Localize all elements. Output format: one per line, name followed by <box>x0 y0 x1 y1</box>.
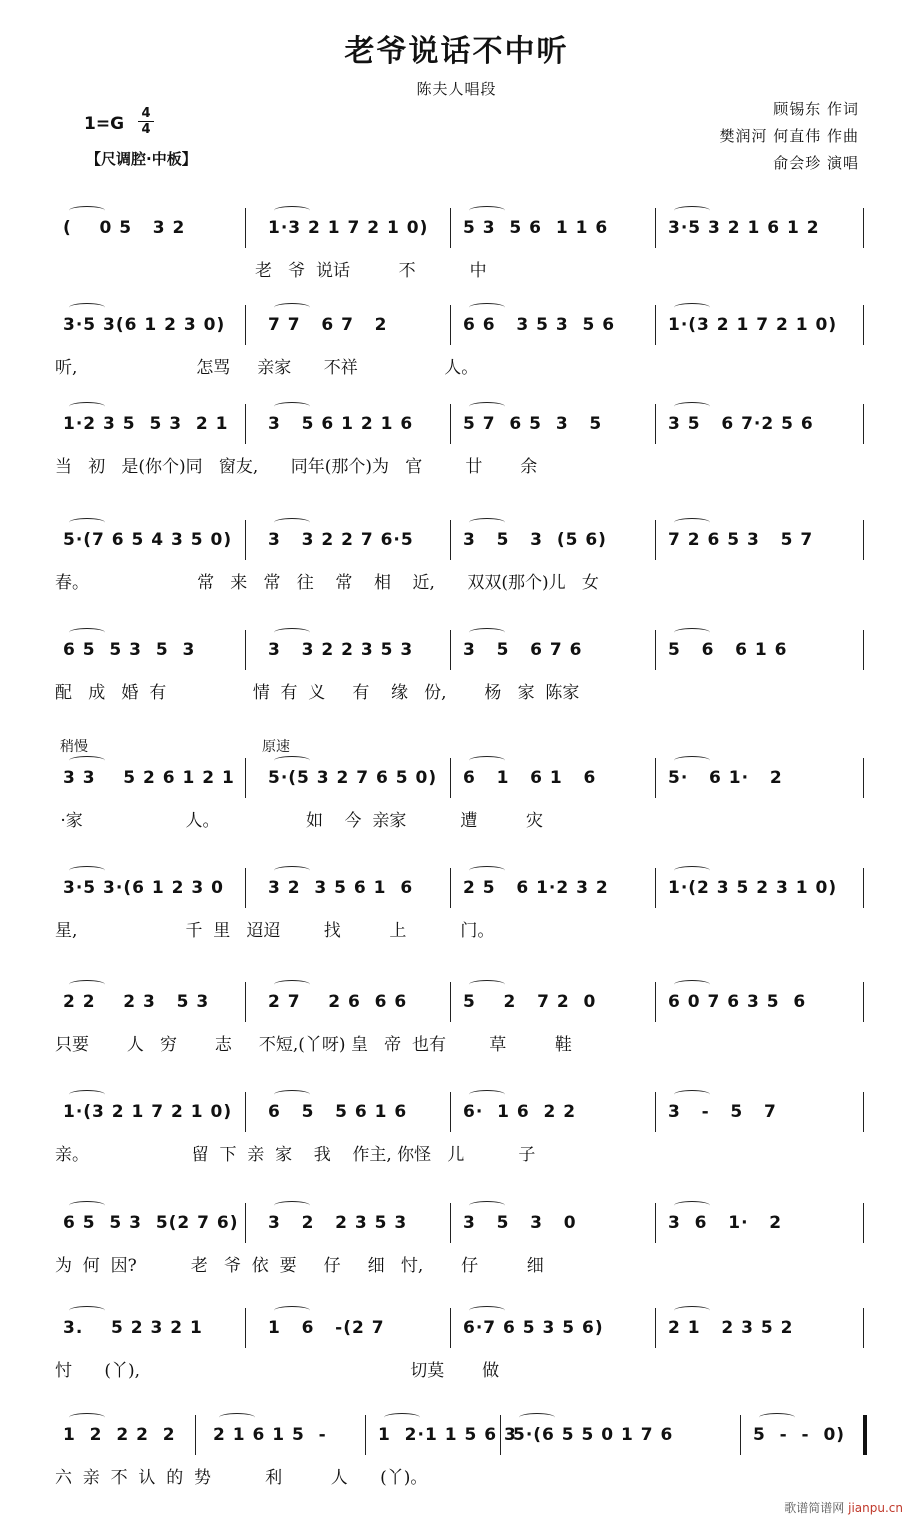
barline <box>863 982 864 1022</box>
slur <box>274 866 310 875</box>
slur <box>674 206 710 215</box>
barline <box>863 868 864 908</box>
barline <box>863 1092 864 1132</box>
measure: 6 5 5 6 1 6 <box>268 1102 408 1122</box>
slur <box>674 628 710 637</box>
measure: 2 1 6 1 5 - <box>213 1425 327 1445</box>
measure: ( 0 5 3 2 <box>63 218 186 238</box>
barline <box>450 520 451 560</box>
slur <box>674 1090 710 1099</box>
barline <box>863 1308 864 1348</box>
measure: 3 3 2 2 7 6·5 <box>268 530 414 550</box>
barline <box>245 758 246 798</box>
notation-line <box>55 1213 865 1239</box>
slur <box>674 980 710 989</box>
barline <box>863 758 864 798</box>
slur <box>469 303 505 312</box>
measure: 1 2 2 2 2 <box>63 1425 176 1445</box>
watermark-site: 歌谱简谱网 <box>784 1501 845 1515</box>
barline <box>655 758 656 798</box>
measure: 7 2 6 5 3 5 7 <box>668 530 814 550</box>
slur <box>469 1201 505 1210</box>
song-subtitle: 陈夫人唱段 <box>416 80 497 98</box>
barline <box>245 404 246 444</box>
barline <box>245 982 246 1022</box>
slur <box>674 1201 710 1210</box>
barline <box>655 982 656 1022</box>
slur <box>69 1306 105 1315</box>
measure: 2 2 2 3 5 3 <box>63 992 210 1012</box>
notation-line <box>55 1318 865 1344</box>
slur <box>69 402 105 411</box>
slur <box>274 1306 310 1315</box>
measure: 6 5 5 3 5 3 <box>63 640 196 660</box>
slur <box>384 1413 420 1422</box>
lyrics-line: 配 成 婚 有 情 有 义 有 缘 份, 杨 家 陈家 <box>55 683 580 703</box>
measure: 3 2 3 5 6 1 6 <box>268 878 414 898</box>
tempo-change-mark: 稍慢 <box>60 739 88 755</box>
slur <box>274 756 310 765</box>
credit-lyricist: 顾锡东 作词 <box>773 100 859 118</box>
measure: 3. 5 2 3 2 1 <box>63 1318 203 1338</box>
measure: 2 7 2 6 6 6 <box>268 992 408 1012</box>
barline <box>655 208 656 248</box>
lyrics-line: 忖 (丫), 切莫 做 <box>55 1361 500 1381</box>
slur <box>274 303 310 312</box>
measure: 1·(3 2 1 7 2 1 0) <box>668 315 838 335</box>
slur <box>274 518 310 527</box>
measure: 3 3 5 2 6 1 2 1 <box>63 768 235 788</box>
credit-composer: 樊润河 何直伟 作曲 <box>719 127 859 145</box>
slur <box>69 1090 105 1099</box>
barline <box>450 758 451 798</box>
barline <box>245 305 246 345</box>
slur <box>469 518 505 527</box>
measure: 1·3 2 1 7 2 1 0) <box>268 218 429 238</box>
measure: 1·(2 3 5 2 3 1 0) <box>668 878 838 898</box>
lyrics-line: 星, 千 里 迢迢 找 上 门。 <box>55 921 495 941</box>
barline <box>655 868 656 908</box>
barline <box>195 1415 196 1455</box>
measure: 1 6 -(2 7 <box>268 1318 385 1338</box>
slur <box>674 303 710 312</box>
notation-line <box>55 768 865 794</box>
barline <box>863 1203 864 1243</box>
measure: 5 - - 0) <box>753 1425 846 1445</box>
lyrics-line: 老 爷 说话 不 中 <box>55 261 487 281</box>
barline <box>450 208 451 248</box>
barline <box>245 520 246 560</box>
measure: 1 2·1 1 5 6 3 <box>378 1425 517 1445</box>
tempo-marking: 【尺调腔·中板】 <box>86 150 197 168</box>
measure: 3 2 2 3 5 3 <box>268 1213 408 1233</box>
measure: 3 5 6 7 6 <box>463 640 583 660</box>
barline <box>655 1203 656 1243</box>
measure: 6 0 7 6 3 5 6 <box>668 992 807 1012</box>
slur <box>674 518 710 527</box>
barline <box>655 520 656 560</box>
slur <box>674 756 710 765</box>
slur <box>469 756 505 765</box>
slur <box>69 1201 105 1210</box>
measure: 2 1 2 3 5 2 <box>668 1318 794 1338</box>
measure: 5·(5 3 2 7 6 5 0) <box>268 768 438 788</box>
measure: 3·5 3(6 1 2 3 0) <box>63 315 226 335</box>
slur <box>674 402 710 411</box>
slur <box>69 866 105 875</box>
barline <box>245 868 246 908</box>
measure: 6·7 6 5 3 5 6) <box>463 1318 604 1338</box>
notation-line <box>55 992 865 1018</box>
slur <box>69 628 105 637</box>
slur <box>759 1413 795 1422</box>
measure: 3 3 2 2 3 5 3 <box>268 640 414 660</box>
barline <box>450 868 451 908</box>
notation-line <box>55 315 865 341</box>
barline <box>245 1203 246 1243</box>
notation-line <box>55 530 865 556</box>
slur <box>69 980 105 989</box>
watermark <box>784 1499 903 1516</box>
measure: 3 - 5 7 <box>668 1102 777 1122</box>
barline <box>863 305 864 345</box>
barline <box>450 404 451 444</box>
barline <box>863 404 864 444</box>
slur <box>674 866 710 875</box>
barline <box>450 305 451 345</box>
barline <box>245 208 246 248</box>
barline <box>740 1415 741 1455</box>
barline <box>863 630 864 670</box>
measure: 7 7 6 7 2 <box>268 315 388 335</box>
barline <box>450 1308 451 1348</box>
measure: 2 5 6 1·2 3 2 <box>463 878 609 898</box>
measure: 5·(6 5 5 0 1 7 6 <box>513 1425 674 1445</box>
slur <box>469 980 505 989</box>
slur <box>674 1306 710 1315</box>
notation-line <box>55 640 865 666</box>
measure: 3·5 3 2 1 6 1 2 <box>668 218 820 238</box>
barline <box>245 1092 246 1132</box>
slur <box>69 518 105 527</box>
measure: 5 6 6 1 6 <box>668 640 788 660</box>
measure: 3 5 3 0 <box>463 1213 577 1233</box>
slur <box>274 1090 310 1099</box>
lyrics-line: 亲。 留 下 亲 家 我 作主, 你怪 儿 子 <box>55 1145 536 1165</box>
barline <box>500 1415 501 1455</box>
lyrics-line: 只要 人 穷 志 不短,(丫呀) 皇 帝 也有 草 鞋 <box>55 1035 572 1055</box>
slur <box>274 206 310 215</box>
slur <box>274 402 310 411</box>
measure: 6· 1 6 2 2 <box>463 1102 577 1122</box>
key-signature: 1=G <box>84 114 125 134</box>
measure: 1·(3 2 1 7 2 1 0) <box>63 1102 233 1122</box>
lyrics-line: ·家 人。 如 今 亲家 遭 灾 <box>55 811 544 831</box>
slur <box>274 1201 310 1210</box>
notation-line <box>55 414 865 440</box>
lyrics-line: 当 初 是(你个)同 窗友, 同年(那个)为 官 廿 余 <box>55 457 538 477</box>
slur <box>469 1090 505 1099</box>
slur <box>274 628 310 637</box>
credit-singer: 俞会珍 演唱 <box>773 154 859 172</box>
slur <box>469 628 505 637</box>
measure: 5· 6 1· 2 <box>668 768 783 788</box>
barline <box>245 630 246 670</box>
barline <box>655 404 656 444</box>
barline <box>450 630 451 670</box>
slur <box>69 206 105 215</box>
lyrics-line: 六 亲 不 认 的 势 利 人 (丫)。 <box>55 1468 428 1488</box>
lyrics-line: 听, 怎骂 亲家 不祥 人。 <box>55 358 479 378</box>
lyrics-line: 春。 常 来 常 往 常 相 近, 双双(那个)儿 女 <box>55 573 599 593</box>
slur <box>69 303 105 312</box>
lyrics-line: 为 何 因? 老 爷 依 要 仔 细 忖, 仔 细 <box>55 1256 544 1276</box>
barline <box>245 1308 246 1348</box>
measure: 6 6 3 5 3 5 6 <box>463 315 616 335</box>
slur <box>69 1413 105 1422</box>
slur <box>274 980 310 989</box>
time-signature <box>138 106 154 137</box>
barline <box>365 1415 366 1455</box>
slur <box>219 1413 255 1422</box>
measure: 3 5 6 7·2 5 6 <box>668 414 814 434</box>
barline <box>450 1092 451 1132</box>
tempo-change-mark: 原速 <box>262 739 290 755</box>
measure: 6 5 5 3 5(2 7 6) <box>63 1213 239 1233</box>
measure: 6 1 6 1 6 <box>463 768 597 788</box>
barline <box>450 982 451 1022</box>
time-top: 4 <box>141 106 151 121</box>
barline <box>655 1092 656 1132</box>
barline <box>450 1203 451 1243</box>
slur <box>469 1306 505 1315</box>
measure: 1·2 3 5 5 3 2 1 <box>63 414 229 434</box>
measure: 5 3 5 6 1 1 6 <box>463 218 609 238</box>
barline <box>655 630 656 670</box>
time-bottom: 4 <box>138 121 154 137</box>
measure: 3 5 6 1 2 1 6 <box>268 414 414 434</box>
watermark-domain: jianpu.cn <box>848 1501 903 1515</box>
slur <box>519 1413 555 1422</box>
measure: 5·(7 6 5 4 3 5 0) <box>63 530 233 550</box>
barline <box>863 208 864 248</box>
barline <box>863 1415 867 1455</box>
measure: 3·5 3·(6 1 2 3 0 <box>63 878 224 898</box>
barline <box>863 520 864 560</box>
slur <box>469 866 505 875</box>
measure: 5 7 6 5 3 5 <box>463 414 603 434</box>
barline <box>655 1308 656 1348</box>
notation-line <box>55 1102 865 1128</box>
notation-line <box>55 1425 865 1451</box>
measure: 5 2 7 2 0 <box>463 992 597 1012</box>
slur <box>469 206 505 215</box>
song-title: 老爷说话不中听 <box>344 34 569 69</box>
measure: 3 6 1· 2 <box>668 1213 783 1233</box>
notation-line <box>55 878 865 904</box>
slur <box>69 756 105 765</box>
measure: 3 5 3 (5 6) <box>463 530 607 550</box>
slur <box>469 402 505 411</box>
barline <box>655 305 656 345</box>
notation-line <box>55 218 865 244</box>
